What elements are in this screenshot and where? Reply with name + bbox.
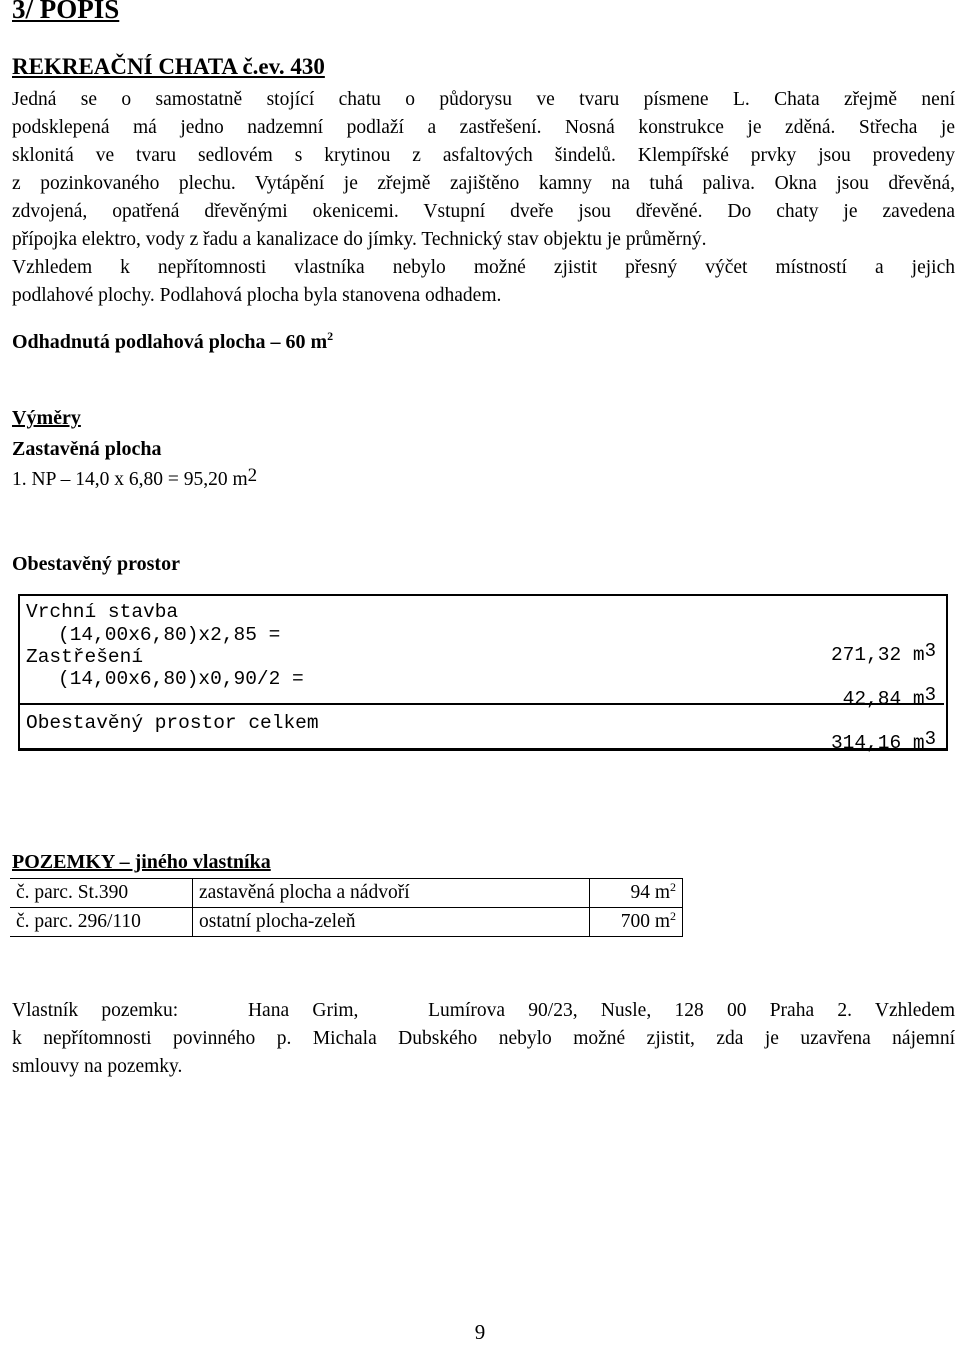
volume-row-formula: (14,00x6,80)x0,90/2 = [58,668,304,690]
table-row [10,908,683,937]
volume-row-value [819,666,936,710]
owner-line: Vlastník pozemku: Hana Grim, Lumírova 90/23, Nusle, 128 00 Praha 2. Vzhledem [12,1000,955,1021]
volume-value-unit-exp: 3 [924,640,936,662]
building-description [12,86,955,310]
parcel-type: ostatní plocha-zeleň [193,908,590,937]
volume-total-value [808,710,936,754]
description-line: zdvojená, opatřená dřevěnými okenicemi. Vstupní dveře jsou dřevěné. Do chaty je zavedena [12,201,955,222]
built-area-heading: Zastavěná plocha [12,438,162,460]
estimated-area [12,331,333,354]
description-line: Jedná se o samostatně stojící chatu o půdorysu ve tvaru písmene L. Chata zřejmě není [12,89,955,110]
built-area-text: 1. NP – 14,0 x 6,80 = 95,20 m [12,469,248,490]
building-title: REKREAČNÍ CHATA č.ev. 430 [12,54,325,79]
description-line: podlahové plochy. Podlahová plocha byla stanovena odhadem. [12,285,502,306]
parcel-type: zastavěná plocha a nádvoří [193,879,590,908]
parcel-number: č. parc. 296/110 [10,908,193,937]
volume-total-label: Obestavěný prostor celkem [26,712,319,734]
built-area-unit-exp: 2 [247,465,258,486]
page-number: 9 [474,1320,486,1344]
volume-value-unit-exp: 3 [924,684,936,706]
volume-total-unit-exp: 3 [924,728,936,750]
description-line: Vzhledem k nepřítomnosti vlastníka nebylo možné zjistit přesný výčet místností a jejich [12,257,955,278]
volume-row-formula: (14,00x6,80)x2,85 = [58,624,281,646]
description-line: sklonitá ve tvaru sedlovém s krytinou z asfaltových šindelů. Klempířské prvky jsou provedeny [12,145,955,166]
volume-total-divider [18,703,944,705]
parcel-area-unit-exp: 2 [670,909,676,923]
built-area-line [12,465,258,491]
description-line: přípojka elektro, vody z řadu a kanalizace do jímky. Technický stav objektu je průměrný. [12,229,707,250]
parcel-area [590,879,683,908]
table-row [10,879,683,908]
land-heading: POZEMKY – jiného vlastníka [12,851,271,873]
volume-value-text: 42,84 m [842,688,925,710]
volume-row-value [808,622,936,666]
volume-total-text: 314,16 m [830,732,925,754]
parcel-area [590,908,683,937]
parcel-area-unit-exp: 2 [670,880,676,894]
volume-row-label: Zastřešení [26,646,144,668]
owner-line: k nepřítomnosti povinného p. Michala Dubského nebylo možné zjistit, zda je uzavřena nájemní [12,1028,955,1049]
section-heading: 3/ POPIS [12,0,120,24]
estimated-area-unit-exp: 2 [327,329,334,343]
measurements-heading: Výměry [12,407,81,429]
volume-value-text: 271,32 m [830,644,925,666]
description-line: podsklepená má jedno nadzemní podlaží a zastřešení. Nosná konstrukce je zděná. Střecha je [12,117,955,138]
parcel-area-text: 700 m [620,911,670,932]
estimated-area-label: Odhadnutá podlahová plocha – 60 m [12,331,328,353]
land-table [10,878,683,937]
volume-heading: Obestavěný prostor [12,553,180,575]
owner-paragraph [12,997,955,1081]
parcel-area-text: 94 m [630,882,670,903]
owner-line: smlouvy na pozemky. [12,1056,183,1077]
volume-row-label: Vrchní stavba [26,601,179,623]
parcel-number: č. parc. St.390 [10,879,193,908]
description-line: z pozinkovaného plechu. Vytápění je zřejmě zajištěno kamny na tuhá paliva. Okna jsou dřevěná, [12,173,955,194]
